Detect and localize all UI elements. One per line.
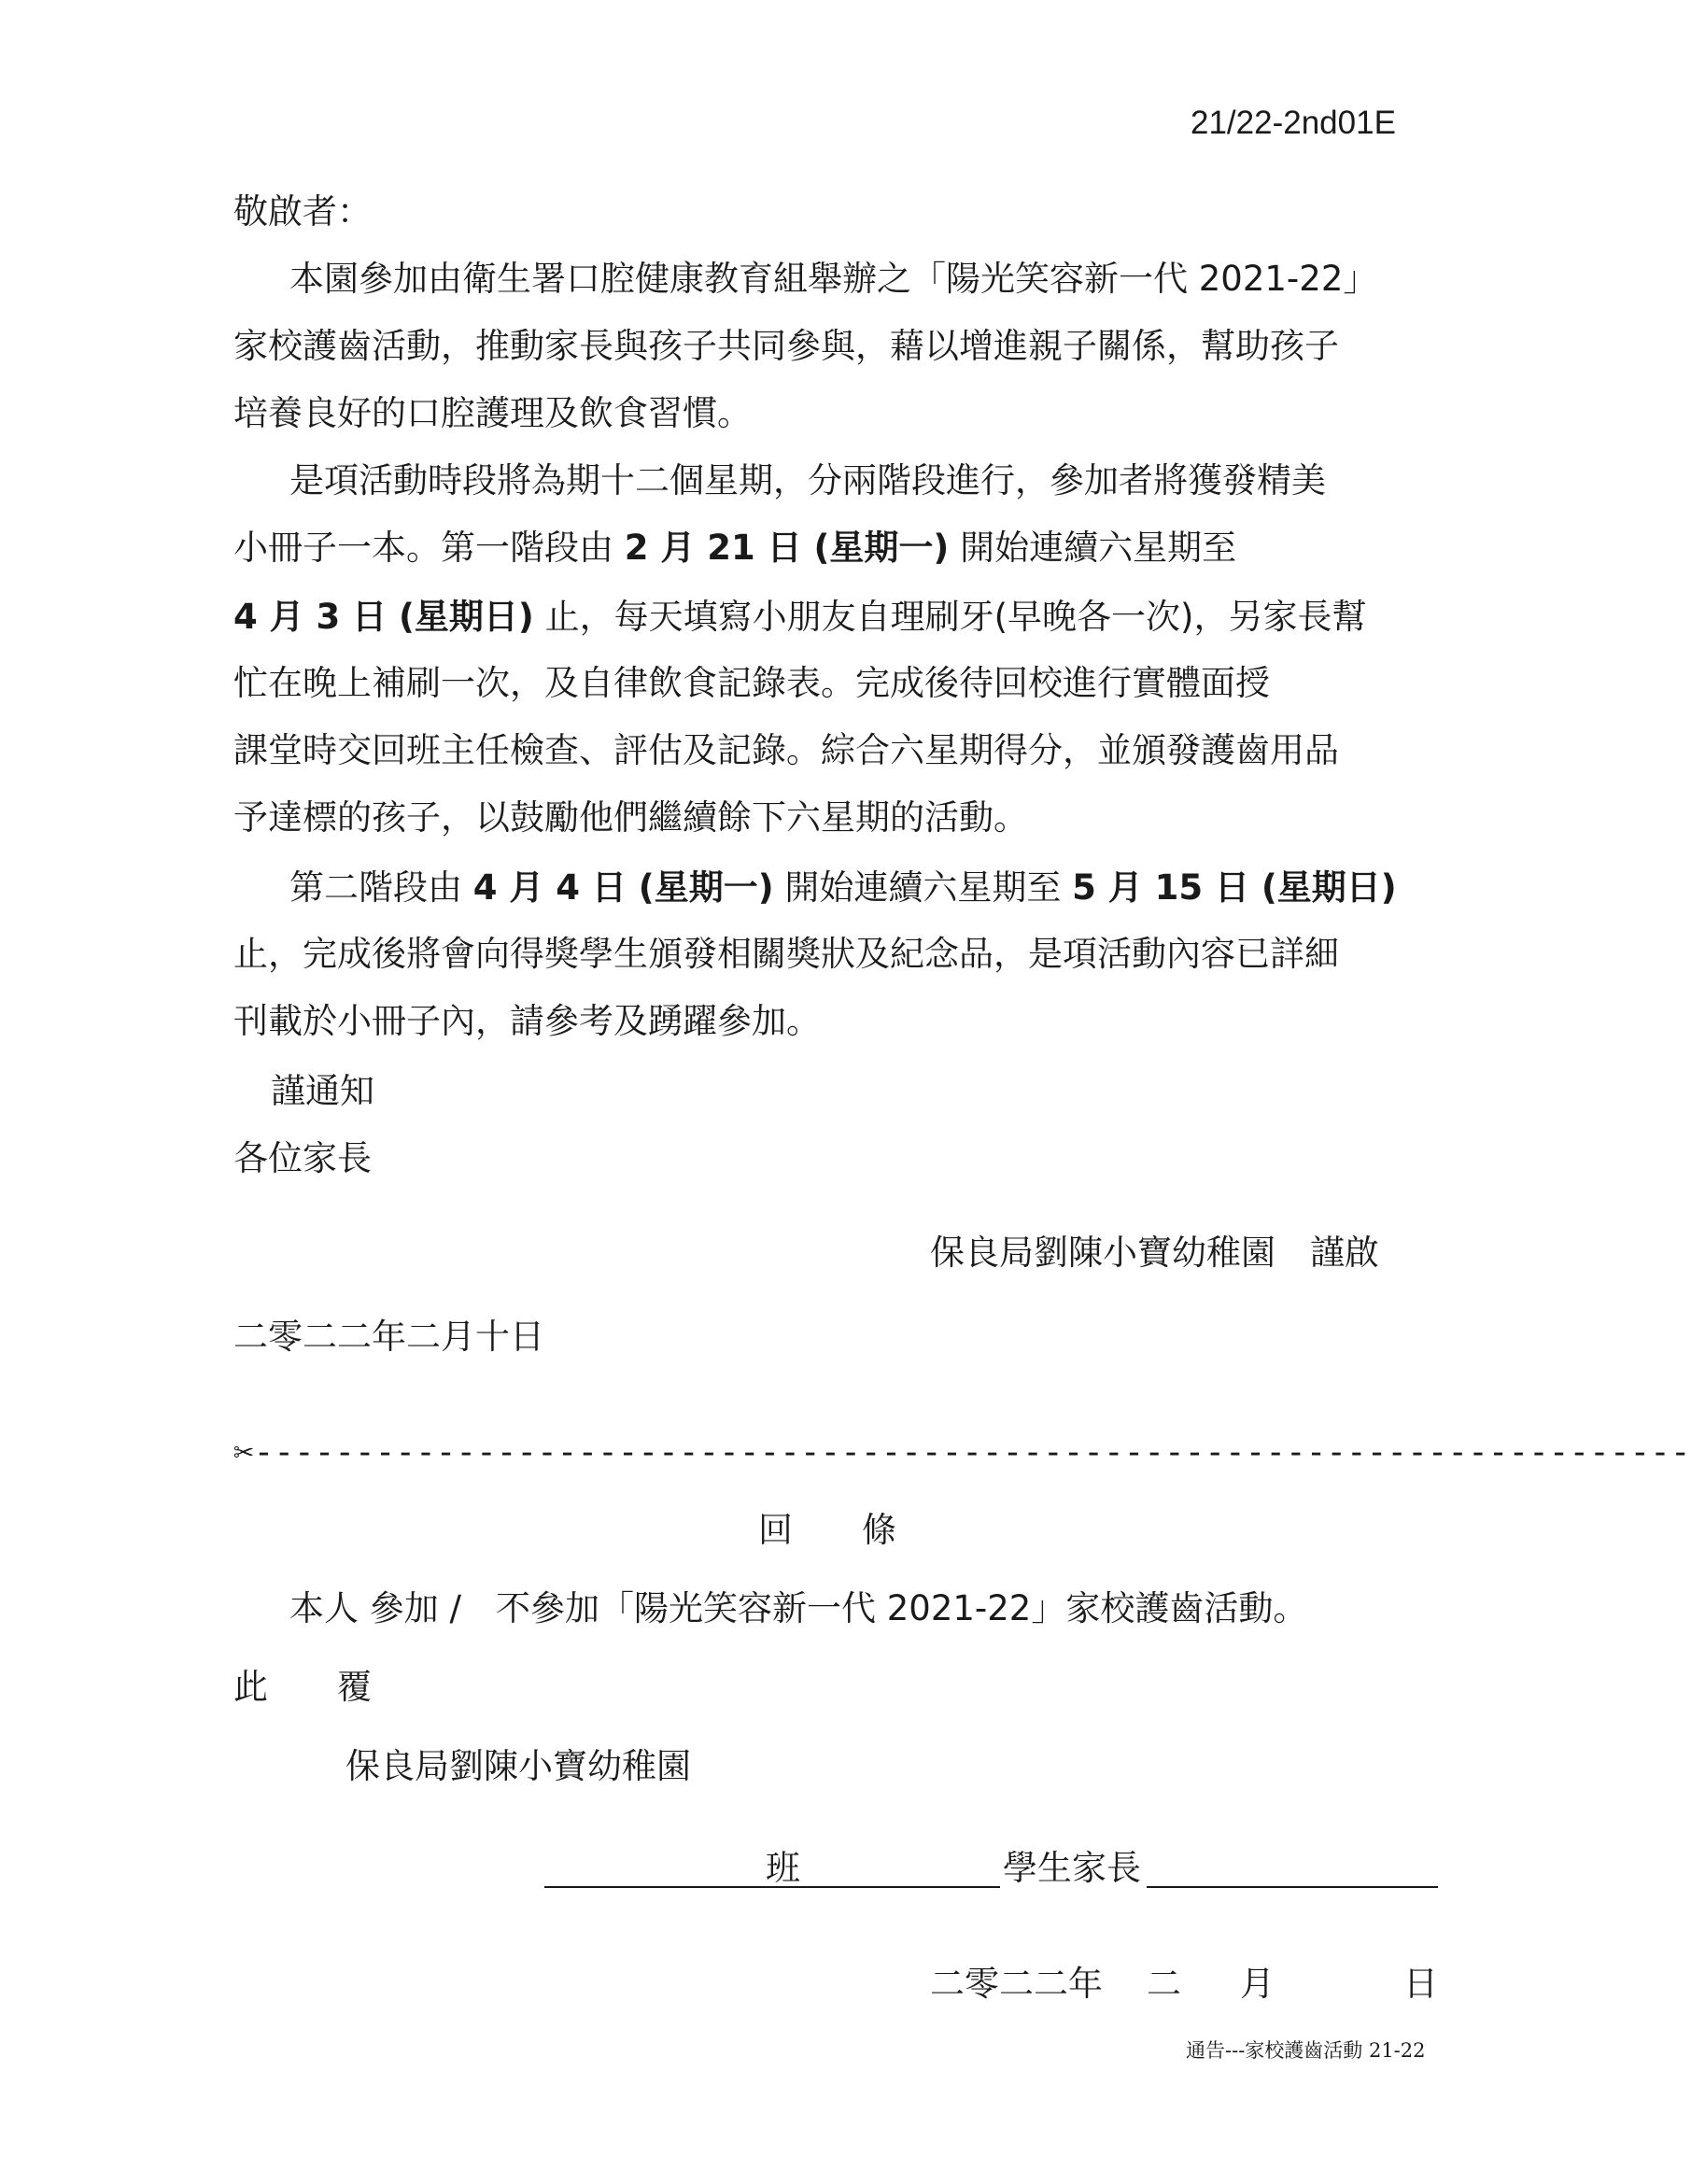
- parent-signature-blank[interactable]: [1147, 1886, 1438, 1888]
- class-label: 班: [766, 1848, 800, 1888]
- signature: 保良局劉陳小寶幼稚園 謹啟: [930, 1233, 1379, 1273]
- reply-date-year: 二零二二年: [930, 1964, 1103, 2004]
- parent-label: 學生家長: [1003, 1848, 1141, 1888]
- phase1-end-date: 4 月 3 日 (星期日): [233, 597, 534, 637]
- para2-line3-text: 止，每天填寫小朋友自理刷牙(早晚各一次)，另家長幫: [544, 597, 1367, 637]
- para1-line1: 本園參加由衛生署口腔健康教育組舉辦之「陽光笑容新一代 2021-22」: [289, 259, 1378, 299]
- reply-statement: 本人 參加 / 不參加「陽光笑容新一代 2021-22」家校護齒活動。: [289, 1588, 1308, 1628]
- greeting: 敬啟者：: [233, 191, 372, 232]
- phase1-start-date: 2 月 21 日 (星期一): [624, 528, 950, 568]
- document-number: 21/22-2nd01E: [1191, 105, 1396, 141]
- para2-line4: 忙在晚上補刷一次，及自律飲食記錄表。完成後待回校進行實體面授: [233, 663, 1270, 703]
- month-label: 月: [1240, 1964, 1275, 2004]
- para3-line1: [289, 867, 1397, 908]
- para2-line1: 是項活動時段將為期十二個星期，分兩階段進行，參加者將獲發精美: [289, 460, 1326, 500]
- para3-line3: 刊載於小冊子內，請參考及踴躍參加。: [233, 1001, 821, 1041]
- reply-to-label: 此 覆: [233, 1667, 372, 1707]
- reply-school: 保良局劉陳小寶幼稚園: [345, 1746, 691, 1786]
- phase2-start-date: 4 月 4 日 (星期一): [472, 867, 774, 908]
- para1-line3: 培養良好的口腔護理及飲食習慣。: [233, 393, 752, 433]
- closing: 謹通知: [271, 1071, 374, 1111]
- notice-date: 二零二二年二月十日: [233, 1317, 544, 1357]
- footer-note: 通告---家校護齒活動 21-22: [1186, 2039, 1426, 2062]
- para3-line1-mid: 開始連續六星期至: [784, 867, 1062, 908]
- para2-line2: [233, 528, 1237, 568]
- para2-line2-text-end: 開始連續六星期至: [960, 528, 1237, 568]
- para2-line2-text: 小冊子一本。第一階段由: [233, 528, 613, 568]
- para2-line5: 課堂時交回班主任檢查、評估及記錄。綜合六星期得分，並頒發護齒用品: [233, 730, 1339, 770]
- para3-line1-text: 第二階段由: [289, 867, 462, 908]
- phase2-end-date: 5 月 15 日 (星期日): [1072, 867, 1397, 908]
- recipient: 各位家長: [233, 1138, 372, 1178]
- reply-title: 回 條: [758, 1510, 896, 1550]
- para3-line2: 止，完成後將會向得獎學生頒發相關獎狀及紀念品，是項活動內容已詳細: [233, 934, 1339, 974]
- para2-line6: 予達標的孩子，以鼓勵他們繼續餘下六星期的活動。: [233, 797, 1028, 838]
- para2-line3: [233, 597, 1367, 637]
- cut-line: ✂-----------------------------------------------------------------------: [233, 1433, 1691, 1472]
- para1-line2: 家校護齒活動，推動家長與孩子共同參與，藉以增進親子關係，幫助孩子: [233, 326, 1339, 366]
- day-label: 日: [1403, 1964, 1438, 2004]
- reply-date-month: 二: [1147, 1964, 1181, 2004]
